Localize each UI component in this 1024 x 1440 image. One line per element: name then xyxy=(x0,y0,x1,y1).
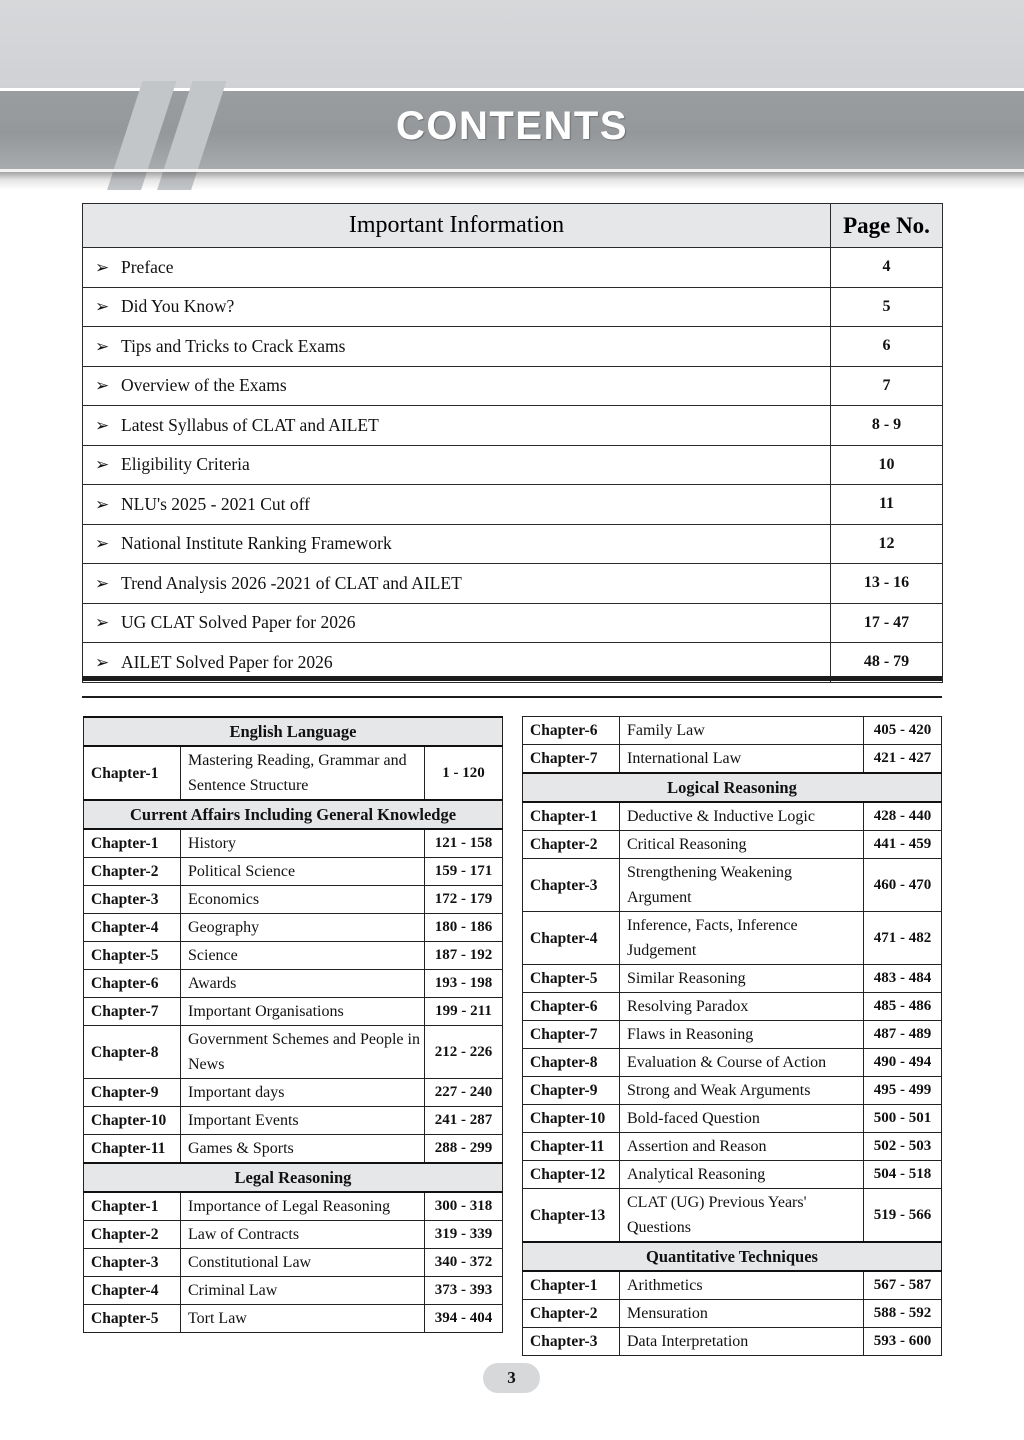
arrow-bullet-icon: ➢ xyxy=(95,494,110,514)
chapter-page-range: 193 - 198 xyxy=(425,970,503,998)
chapter-page-range: 121 - 158 xyxy=(425,829,503,858)
chapter-title: Law of Contracts xyxy=(181,1221,425,1249)
chapter-number: Chapter-2 xyxy=(523,1300,620,1328)
chapter-title: Mensuration xyxy=(620,1300,864,1328)
chapter-title: Resolving Paradox xyxy=(620,993,864,1021)
chapter-title: Games & Sports xyxy=(181,1135,425,1164)
chapter-row xyxy=(84,1305,503,1333)
chapter-title: Arithmetics xyxy=(620,1271,864,1300)
chapter-number: Chapter-5 xyxy=(84,942,181,970)
chapter-row xyxy=(523,1189,942,1243)
chapter-title: Similar Reasoning xyxy=(620,965,864,993)
chapter-page-range: 441 - 459 xyxy=(864,831,942,859)
chapter-page-range: 519 - 566 xyxy=(864,1189,942,1243)
chapter-number: Chapter-6 xyxy=(523,717,620,745)
section-divider-thin xyxy=(82,696,942,698)
chapter-number: Chapter-3 xyxy=(523,1328,620,1356)
section-divider-thick xyxy=(82,676,942,681)
chapter-row xyxy=(84,858,503,886)
chapter-page-range: 1 - 120 xyxy=(425,746,503,800)
chapter-title: International Law xyxy=(620,745,864,774)
chapter-number: Chapter-12 xyxy=(523,1161,620,1189)
info-item-page: 6 xyxy=(831,327,943,367)
arrow-bullet-icon: ➢ xyxy=(95,613,110,633)
table-row xyxy=(83,406,943,446)
table-row xyxy=(83,603,943,643)
info-item-page: 8 - 9 xyxy=(831,406,943,446)
chapter-row xyxy=(523,717,942,745)
chapter-number: Chapter-7 xyxy=(523,745,620,774)
chapter-number: Chapter-5 xyxy=(84,1305,181,1333)
chapter-number: Chapter-11 xyxy=(84,1135,181,1164)
chapter-number: Chapter-10 xyxy=(523,1105,620,1133)
chapter-title: Flaws in Reasoning xyxy=(620,1021,864,1049)
section-header-row xyxy=(84,1163,503,1192)
chapter-page-range: 300 - 318 xyxy=(425,1192,503,1221)
chapter-title: Critical Reasoning xyxy=(620,831,864,859)
chapter-number: Chapter-11 xyxy=(523,1133,620,1161)
arrow-bullet-icon: ➢ xyxy=(95,534,110,554)
arrow-bullet-icon: ➢ xyxy=(95,573,110,593)
chapter-row xyxy=(84,1107,503,1135)
info-item-label: AILET Solved Paper for 2026 xyxy=(121,651,333,672)
chapter-page-range: 500 - 501 xyxy=(864,1105,942,1133)
chapter-number: Chapter-1 xyxy=(84,746,181,800)
chapter-number: Chapter-3 xyxy=(523,859,620,912)
chapter-number: Chapter-3 xyxy=(84,886,181,914)
chapter-row xyxy=(523,1077,942,1105)
chapter-row xyxy=(523,1105,942,1133)
table-row xyxy=(83,327,943,367)
info-item-cell xyxy=(83,406,831,446)
chapter-row xyxy=(84,746,503,800)
chapter-number: Chapter-1 xyxy=(523,802,620,831)
chapter-number: Chapter-8 xyxy=(523,1049,620,1077)
chapter-number: Chapter-2 xyxy=(523,831,620,859)
section-header-row xyxy=(84,717,503,746)
chapter-row xyxy=(84,1192,503,1221)
chapter-title: Deductive & Inductive Logic xyxy=(620,802,864,831)
chapter-page-range: 428 - 440 xyxy=(864,802,942,831)
chapter-page-range: 421 - 427 xyxy=(864,745,942,774)
chapter-title: Government Schemes and People in News xyxy=(181,1026,425,1079)
chapter-title: Mastering Reading, Grammar and Sentence Structure xyxy=(181,746,425,800)
chapter-page-range: 288 - 299 xyxy=(425,1135,503,1164)
chapter-title: Bold-faced Question xyxy=(620,1105,864,1133)
chapter-page-range: 471 - 482 xyxy=(864,912,942,965)
section-header-row xyxy=(523,773,942,802)
info-item-page: 10 xyxy=(831,445,943,485)
chapter-row xyxy=(84,914,503,942)
arrow-bullet-icon: ➢ xyxy=(95,415,110,435)
table-row xyxy=(83,524,943,564)
chapter-title: Awards xyxy=(181,970,425,998)
chapter-title: Geography xyxy=(181,914,425,942)
important-information-table xyxy=(82,203,943,683)
header-top-band xyxy=(0,0,1024,88)
info-item-cell xyxy=(83,564,831,604)
chapter-page-range: 485 - 486 xyxy=(864,993,942,1021)
info-item-label: Latest Syllabus of CLAT and AILET xyxy=(121,414,379,435)
chapter-title: Family Law xyxy=(620,717,864,745)
chapter-row xyxy=(84,1026,503,1079)
info-item-label: Tips and Tricks to Crack Exams xyxy=(121,335,346,356)
chapter-row xyxy=(523,912,942,965)
info-item-label: Eligibility Criteria xyxy=(121,454,250,475)
chapter-page-range: 241 - 287 xyxy=(425,1107,503,1135)
chapter-row xyxy=(523,1161,942,1189)
chapter-title: Inference, Facts, Inference Judgement xyxy=(620,912,864,965)
arrow-bullet-icon: ➢ xyxy=(95,297,110,317)
chapter-page-range: 504 - 518 xyxy=(864,1161,942,1189)
chapter-title: Importance of Legal Reasoning xyxy=(181,1192,425,1221)
chapter-number: Chapter-1 xyxy=(523,1271,620,1300)
chapter-page-range: 180 - 186 xyxy=(425,914,503,942)
chapter-title: Strengthening Weakening Argument xyxy=(620,859,864,912)
chapter-row xyxy=(84,829,503,858)
table-row xyxy=(83,366,943,406)
chapter-number: Chapter-5 xyxy=(523,965,620,993)
chapter-number: Chapter-6 xyxy=(84,970,181,998)
chapter-page-range: 394 - 404 xyxy=(425,1305,503,1333)
section-title: English Language xyxy=(84,717,503,746)
chapter-row xyxy=(84,886,503,914)
chapter-page-range: 319 - 339 xyxy=(425,1221,503,1249)
info-item-page: 48 - 79 xyxy=(831,643,943,683)
info-item-label: Did You Know? xyxy=(121,296,235,317)
chapter-title: Data Interpretation xyxy=(620,1328,864,1356)
column-header-information: Important Information xyxy=(83,204,831,248)
info-item-cell xyxy=(83,485,831,525)
chapter-row xyxy=(84,1079,503,1107)
info-item-page: 12 xyxy=(831,524,943,564)
chapter-table-left xyxy=(83,716,503,1333)
info-item-cell xyxy=(83,366,831,406)
chapter-page-range: 340 - 372 xyxy=(425,1249,503,1277)
chapter-page-range: 490 - 494 xyxy=(864,1049,942,1077)
chapter-page-range: 212 - 226 xyxy=(425,1026,503,1079)
chapter-number: Chapter-4 xyxy=(84,914,181,942)
info-item-label: Overview of the Exams xyxy=(121,375,287,396)
chapter-page-range: 227 - 240 xyxy=(425,1079,503,1107)
chapter-title: Constitutional Law xyxy=(181,1249,425,1277)
chapter-number: Chapter-7 xyxy=(523,1021,620,1049)
chapter-number: Chapter-2 xyxy=(84,1221,181,1249)
chapter-page-range: 567 - 587 xyxy=(864,1271,942,1300)
chapter-row xyxy=(84,942,503,970)
chapter-title: Analytical Reasoning xyxy=(620,1161,864,1189)
chapter-number: Chapter-6 xyxy=(523,993,620,1021)
arrow-bullet-icon: ➢ xyxy=(95,336,110,356)
info-item-page: 4 xyxy=(831,248,943,288)
info-item-label: Preface xyxy=(121,256,174,277)
info-item-cell xyxy=(83,287,831,327)
section-title: Current Affairs Including General Knowledge xyxy=(84,800,503,829)
chapter-page-range: 159 - 171 xyxy=(425,858,503,886)
info-item-cell xyxy=(83,445,831,485)
arrow-bullet-icon: ➢ xyxy=(95,652,110,672)
chapter-row xyxy=(523,1021,942,1049)
chapter-row xyxy=(84,1135,503,1164)
page-title: CONTENTS xyxy=(396,104,628,148)
chapter-page-range: 405 - 420 xyxy=(864,717,942,745)
info-item-label: UG CLAT Solved Paper for 2026 xyxy=(121,612,356,633)
chapter-page-range: 460 - 470 xyxy=(864,859,942,912)
chapter-title: Important days xyxy=(181,1079,425,1107)
info-item-cell xyxy=(83,524,831,564)
chapter-row xyxy=(84,970,503,998)
table-row xyxy=(83,248,943,288)
chapter-number: Chapter-13 xyxy=(523,1189,620,1243)
chapter-row xyxy=(84,1277,503,1305)
chapter-title: Criminal Law xyxy=(181,1277,425,1305)
chapter-title: Science xyxy=(181,942,425,970)
chapter-title: Important Events xyxy=(181,1107,425,1135)
chapter-page-range: 588 - 592 xyxy=(864,1300,942,1328)
chapter-row xyxy=(523,1328,942,1356)
chapter-row xyxy=(523,802,942,831)
chapter-title: CLAT (UG) Previous Years' Questions xyxy=(620,1189,864,1243)
chapter-title: History xyxy=(181,829,425,858)
section-header-row xyxy=(84,800,503,829)
page-header-banner xyxy=(0,0,1024,190)
chapter-page-range: 199 - 211 xyxy=(425,998,503,1026)
info-item-page: 13 - 16 xyxy=(831,564,943,604)
chapter-page-range: 593 - 600 xyxy=(864,1328,942,1356)
chapter-row xyxy=(523,1049,942,1077)
chapter-row xyxy=(523,993,942,1021)
chapter-page-range: 502 - 503 xyxy=(864,1133,942,1161)
info-item-label: Trend Analysis 2026 -2021 of CLAT and AILET xyxy=(121,572,462,593)
chapter-row xyxy=(523,1133,942,1161)
chapter-title: Tort Law xyxy=(181,1305,425,1333)
chapter-page-range: 495 - 499 xyxy=(864,1077,942,1105)
arrow-bullet-icon: ➢ xyxy=(95,376,110,396)
chapter-row xyxy=(84,1249,503,1277)
chapter-title: Evaluation & Course of Action xyxy=(620,1049,864,1077)
arrow-bullet-icon: ➢ xyxy=(95,455,110,475)
chapter-table-right xyxy=(522,716,942,1356)
chapter-number: Chapter-1 xyxy=(84,1192,181,1221)
chapter-row xyxy=(523,1271,942,1300)
chapter-page-range: 373 - 393 xyxy=(425,1277,503,1305)
chapter-page-range: 483 - 484 xyxy=(864,965,942,993)
info-item-page: 17 - 47 xyxy=(831,603,943,643)
info-item-page: 5 xyxy=(831,287,943,327)
chapter-number: Chapter-4 xyxy=(523,912,620,965)
chapter-title: Economics xyxy=(181,886,425,914)
chapter-page-range: 487 - 489 xyxy=(864,1021,942,1049)
info-item-page: 7 xyxy=(831,366,943,406)
info-item-page: 11 xyxy=(831,485,943,525)
info-item-label: National Institute Ranking Framework xyxy=(121,533,392,554)
info-item-cell xyxy=(83,327,831,367)
chapter-title: Political Science xyxy=(181,858,425,886)
table-row xyxy=(83,564,943,604)
chapter-row xyxy=(523,745,942,774)
chapter-row xyxy=(523,1300,942,1328)
arrow-bullet-icon: ➢ xyxy=(95,257,110,277)
chapter-title: Strong and Weak Arguments xyxy=(620,1077,864,1105)
chapter-title: Assertion and Reason xyxy=(620,1133,864,1161)
section-header-row xyxy=(523,1242,942,1271)
info-item-label: NLU's 2025 - 2021 Cut off xyxy=(121,493,311,514)
column-header-page-no: Page No. xyxy=(831,204,943,248)
chapter-number: Chapter-10 xyxy=(84,1107,181,1135)
chapter-number: Chapter-3 xyxy=(84,1249,181,1277)
chapter-number: Chapter-2 xyxy=(84,858,181,886)
chapter-number: Chapter-9 xyxy=(84,1079,181,1107)
chapter-row xyxy=(523,831,942,859)
chapter-number: Chapter-1 xyxy=(84,829,181,858)
chapter-number: Chapter-4 xyxy=(84,1277,181,1305)
footer-page-number: 3 xyxy=(483,1363,540,1393)
chapter-row xyxy=(84,998,503,1026)
header-drop-shadow xyxy=(0,172,1024,190)
chapter-number: Chapter-7 xyxy=(84,998,181,1026)
chapter-number: Chapter-9 xyxy=(523,1077,620,1105)
info-item-cell xyxy=(83,248,831,288)
chapter-row xyxy=(523,965,942,993)
chapter-page-range: 172 - 179 xyxy=(425,886,503,914)
chapter-page-range: 187 - 192 xyxy=(425,942,503,970)
section-title: Quantitative Techniques xyxy=(523,1242,942,1271)
chapter-title: Important Organisations xyxy=(181,998,425,1026)
table-row xyxy=(83,485,943,525)
chapter-row xyxy=(84,1221,503,1249)
info-item-cell xyxy=(83,603,831,643)
table-header-row xyxy=(83,204,943,248)
table-row xyxy=(83,287,943,327)
section-title: Legal Reasoning xyxy=(84,1163,503,1192)
table-row xyxy=(83,445,943,485)
section-title: Logical Reasoning xyxy=(523,773,942,802)
chapter-row xyxy=(523,859,942,912)
chapter-number: Chapter-8 xyxy=(84,1026,181,1079)
